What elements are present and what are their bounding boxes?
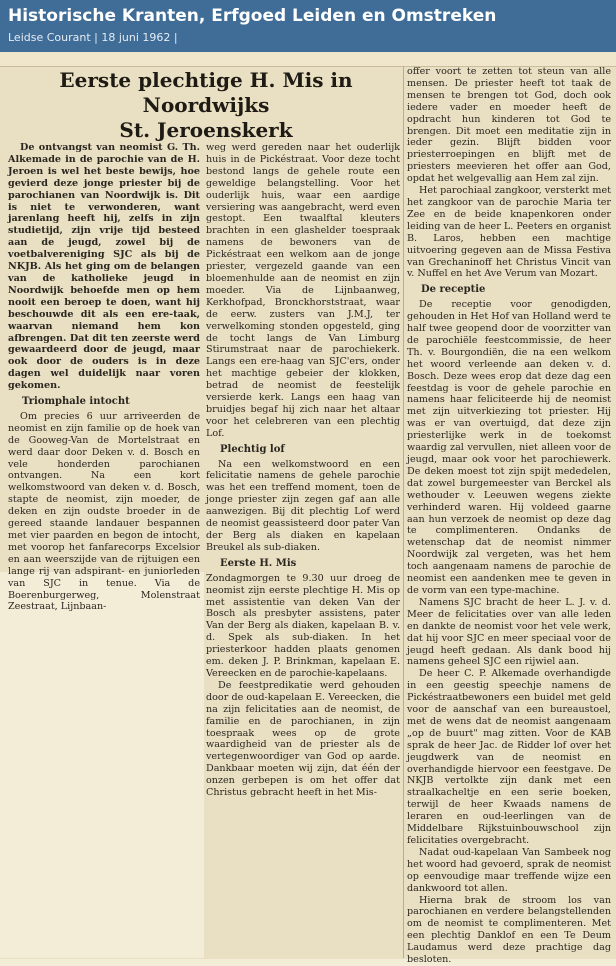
- headline-line-2: St. Jeroenskerk: [119, 118, 293, 142]
- paragraph: Zondagmorgen te 9.30 uur droeg de neomist zijn eerste plechtige H. Mis op met assistentie van deken Van der Bosch als presbyter assistens, pater Van der Berg als diaken, kapelaan B. v. d. Spek als sub-diaken. In het priesterkoor hadden plaats genomen em. deken J. P. Brinkman, kapelaan E. Vereecken en de parochie-kapelaans.: [206, 572, 400, 679]
- paragraph: Namens SJC bracht de heer L. J. v. d. Meer de felicitaties over van alle leden en dankte de neomist voor het vele werk, dat hij voor SJC en meer speciaal voor de jeugd heeft gedaan. Als dank bood hij namens geheel SJC een rijwiel aan.: [407, 596, 611, 668]
- paragraph: Na een welkomstwoord en een felicitatie namens de gehele parochie was het een treffend moment, toen de jonge priester zijn zegen gaf aan alle aanwezigen. Bij dit plechtig Lof werd de neomist geassisteerd door pater Van der Berg als diaken en kapelaan Breukel als sub-diaken.: [206, 458, 400, 553]
- article-column-3: [407, 66, 611, 966]
- newspaper-date: Leidse Courant | 18 juni 1962 |: [8, 31, 178, 44]
- subheading-de-receptie: De receptie: [421, 284, 486, 296]
- paragraph: Om precies 6 uur arriveerden de neomist en zijn familie op de hoek van de Gooweg-Van de Mortelstraat en werd daar door Deken v. d. Bosch en vele honderden parochianen ontvangen. Na een kort welkomstwoord van deken v. d. Bosch, stapte de neomist, zijn moeder, de deken en zijn oudste broeder in de gereed staande landauer bespannen met vier paarden en begon de intocht, met voorop het fanfarecorps Excelsior en aan weerszijde van de rijtuigen een lange rij van adspirant- en juniorleden van SJC in tenue. Via de Boerenburgerweg, Molenstraat Zeestraat, Lijnbaan-: [8, 410, 200, 613]
- paragraph: De feestpredikatie werd gehouden door de oud-kapelaan E. Vereecken, die na zijn felicitaties aan de neomist, de familie en de parochianen, in zijn toespraak wees op de grote waardigheid van de priester als de vertegenwoordiger van God op aarde. Dankbaar moeten wij zijn, dat één der onzen gerbepen is om het offer dat Christus gebracht heeft in het Mis-: [206, 679, 400, 799]
- subheading-plechtig-lof: Plechtig lof: [220, 443, 285, 455]
- article-lead: De ontvangst van neomist G. Th. Alkemade in de parochie van de H. Jeroen is wel het beste bewijs, hoe gevierd deze jonge priester bij de parochianen van Noordwijk is. Dit is niet te verwonderen, want jarenlang heeft hij, zelfs in zijn studietijd, zijn vrije tijd besteed aan de jeugd, zowel bij de voetbalvereniging SJC als bij de NKJB. Als het ging om de belangen van de katholieke jeugd in Noordwijk behoefde men op hem nooit een beroep te doen, want hij beschouwde dit als een ere-taak, waarvan niemand hem kon afbrengen. Dat dit ten zeerste werd gewaardeerd door de jeugd, maar ook door de ouders is in deze dagen wel duidelijk naar voren gekomen.: [8, 142, 200, 392]
- page-margin: [0, 572, 204, 958]
- headline-line-1: Eerste plechtige H. Mis in Noordwijks: [59, 68, 353, 117]
- subheading-eerste-h-mis: Eerste H. Mis: [220, 557, 297, 569]
- subheading-triomphale-intocht: Triomphale intocht: [22, 396, 130, 408]
- paragraph: offer voort te zetten tot steun van alle mensen. De priester heeft tot taak de mensen te brengen tot God, doch ook iedere vader en moeder heeft de opdracht hun kinderen tot God te brengen. Dit moet een meditatie zijn in ieder gezin. Blijft bidden voor priesterroepingen en blijft met de priesters meevieren het offer aan God, opdat het welgevallig aan Hem zal zijn.: [407, 66, 611, 185]
- paragraph: Het parochiaal zangkoor, versterkt met het zangkoor van de parochie Maria ter Zee en de beide knapenkoren onder leiding van de heer L. Peeters en organist B. Laros, hebben een machtige uitvoering gegeven aan de Missa Festiva van Grechaninoff het Christus Vincit van v. Nuffel en het Ave Verum van Mozart.: [407, 185, 611, 280]
- article-column-1: [8, 142, 200, 613]
- paragraph: Hierna brak de stroom los van parochianen en verdere belangstellenden om de neomist te complimenteren. Met een plechtig Danklof en een Te Deum Laudamus werd deze prachtige dag besloten.: [407, 894, 611, 966]
- column-rule: [403, 66, 404, 958]
- paragraph: De receptie voor genodigden, gehouden in Het Hof van Holland werd te half twee geopend door de voorzitter van de parochiële feestcommissie, de heer Th. v. Bourgondiën, die na een welkom het woord verleende aan deken v. d. Bosch. Deze wees erop dat deze dag een feestdag is voor de gehele parochie en namens haar feliciteerde hij de neomist met zijn uitverkiezing tot priester. Hij was er van overtuigd, dat deze zijn priesterlijke werk in de toekomst waardig zal vervullen, niet alleen voor de jeugd, maar ook voor het parochiewerk. De deken moest tot zijn spijt mededelen, dat zowel burgemeester van Berckel als wethouder v. Leeuwen wegens ziekte verhinderd waren. Hij voldeed gaarne aan hun verzoek de neomist op deze dag te complimenteren. Ondanks de wetenschap dat de neomist nimmer Noordwijk zal vergeten, was het hem toch aangenaam namens de parochie de neomist een aandenken mee te geven in de vorm van een type-machine.: [407, 299, 611, 596]
- site-title[interactable]: Historische Kranten, Erfgoed Leiden en Omstreken: [8, 6, 497, 26]
- paragraph: Nadat oud-kapelaan Van Sambeek nog het woord had gevoerd, sprak de neomist op eenvoudige maar treffende wijze een dankwoord tot allen.: [407, 846, 611, 894]
- article-column-2: [206, 142, 400, 942]
- paragraph: De heer C. P. Alkemade overhandigde in een geestig speechje namens de Pickéstraatbewoners een buidel met geld voor de aanschaf van een bureaustoel, met de wens dat de neomist aangenaam „op de buurt" mag zitten. Voor de KAB sprak de heer Jac. de Ridder lof over het jeugdwerk van de neomist en overhandigde hiervoor een feestgave. De NKJB vertolkte zijn dank met een straalkacheltje en een serie boeken, terwijl de heer Kwaads namens de leraren en oud-leerlingen van de Middelbare Rijkstuinbouwschool zijn felicitaties overgebracht.: [407, 668, 611, 846]
- article-headline: [8, 68, 404, 143]
- site-header: [0, 0, 616, 52]
- paragraph: weg werd gereden naar het ouderlijk huis in de Pickéstraat. Voor deze tocht bestond langs de gehele route een geweldige belangstelling. Voor het ouderlijk huis, waar een aardige versiering was aangebracht, werd even gestopt. Een twaalftal kleuters brachten in een glashelder toespraak namens de bewoners van de Pickéstraat een welkom aan de jonge priester, vergezeld gaande van een bloemenhulde aan de neomist en zijn moeder. Via de Lijnbaanweg, Kerkhofpad, Bronckhorststraat, waar de eerw. zusters van J.M.J, ter verwelkoming stonden opgesteld, ging de tocht langs de Van Limburg Stirumstraat naar de parochiekerk. Langs een ere-haag van SJC'ers, onder het machtige gebeier der klokken, betrad de neomist de feestelijk versierde kerk. Langs een haag van bruidjes begaf hij zich naar het altaar voor het celebreren van een plechtig Lof.: [206, 142, 400, 439]
